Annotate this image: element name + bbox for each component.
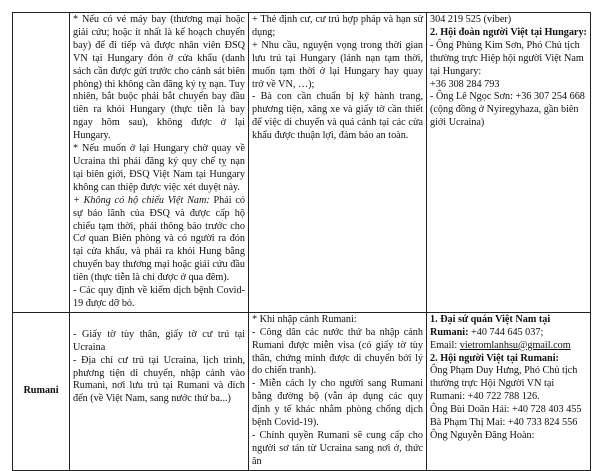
- country-cell-empty: [13, 13, 70, 313]
- romania-entry-item: - Miễn cách ly cho người sang Rumani bằng đường bộ (vẫn áp dụng các quy định y tế khác nhằm phòng chống dịch bệnh Covid-19).: [252, 378, 423, 429]
- romania-contact-line: Ông Phạm Duy Hưng, Phó Chủ tịch thường trực Hội Người VN tại Rumani: +40 722 788 126.: [430, 365, 578, 403]
- hungary-contact-line: - Ông Lê Ngọc Sơn: +36 307 254 668 (cộng đồng ở Nyiregyhaza, gần biên giới Ucraina): [430, 91, 585, 129]
- embassy-phone: +40 744 645 037;: [468, 326, 544, 338]
- table-row-romania: [13, 312, 591, 470]
- embassy-contact: [430, 314, 587, 340]
- country-romania: Rumani: [13, 312, 70, 470]
- hungary-association-heading: 2. Hội đoàn người Việt tại Hungary:: [430, 26, 587, 38]
- hungary-contacts-cell: [427, 13, 591, 313]
- hungary-viber-phone: 304 219 525 (viber): [430, 14, 512, 25]
- hungary-contact-line: +36 308 284 793: [430, 78, 500, 90]
- no-passport-label: + Không có hộ chiếu Việt Nam:: [73, 194, 210, 206]
- hungary-doc-item: - Bà con cần chuẩn bị kỹ hành trang, phương tiện, xăng xe và giấy tờ cần thiết để việc di chuyển và quá cảnh tại các cửa khẩu được thuận lợi, đảm bảo an toàn.: [252, 91, 423, 142]
- hungary-doc-item: + Nhu cầu, nguyện vọng trong thời gian lưu trú tại Hungary (lánh nạn tạm thời, muốn tạm thời ở lại Hungary hay quay trở về VN, …);: [252, 39, 423, 90]
- document-table: [12, 12, 591, 471]
- hungary-conditions-cell: [70, 13, 249, 313]
- romania-contact-line: Ông Bùi Doãn Hải: +40 728 403 455: [430, 404, 582, 416]
- romania-entry-cell: [249, 312, 427, 470]
- romania-contact-line: Ông Nguyễn Đăng Hoàn:: [430, 430, 535, 441]
- embassy-email-line: [430, 340, 587, 353]
- romania-association-heading: 2. Hội người Việt tại Rumani:: [430, 352, 559, 364]
- hungary-ticket-paragraph: * Nếu có vé máy bay (thương mại hoặc giải cứu; hoặc ít nhất là kế hoạch chuyến bay) để đi tiếp và được nhân viên ĐSQ VN tại Hungary đón ở cửa khẩu (danh sách cần được gửi trước cho cảnh sát biên phòng) thì không cần đăng ký tỵ nạn. Tuy nhiên, bắt buộc phải bắt chuyến bay đầu tiên ra khỏi Hungary (thực tiễn là bay ngay hôm sau), không được ở lại Hungary.: [73, 14, 245, 142]
- romania-contact-line: Bà Phạm Thị Mai: +40 733 824 556: [430, 417, 578, 429]
- covid-rule-paragraph: - Các quy định về kiểm dịch bệnh Covid-19 được dỡ bỏ.: [73, 285, 245, 309]
- romania-doc-item: - Giấy tờ tùy thân, giấy tờ cư trú tại Ucraina: [73, 328, 245, 353]
- romania-entry-item: - Công dân các nước thứ ba nhập cảnh Rumani được miễn visa (có giấy tờ tùy thân, chứng minh được di chuyển bởi lý do chiến tranh).: [252, 326, 423, 377]
- hungary-contact-line: - Ông Phùng Kim Sơn, Phó Chủ tịch thường trực Hiệp hội người Việt Nam tại Hungary:: [430, 39, 584, 77]
- hungary-no-passport-paragraph: [73, 195, 245, 285]
- embassy-email-link[interactable]: vietromlanhsu@gmail.com: [459, 339, 571, 351]
- hungary-stay-paragraph: * Nếu muốn ở lại Hungary chờ quay về Ucraina thì phải đăng ký quy chế tỵ nạn tại biên giới, ĐSQ Việt Nam tại Hungary không can thiệp được việc xét duyệt này.: [73, 143, 245, 193]
- romania-doc-item: - Địa chỉ cư trú tại Ucraina, lịch trình, phương tiện di chuyển, nhập cảnh vào Rumani, nơi lưu trú tại Rumani và đích đến (về Việt Nam, sang nước thứ ba...): [73, 354, 245, 405]
- romania-contacts-cell: [427, 312, 591, 470]
- romania-entry-heading: * Khi nhập cảnh Rumani:: [252, 313, 357, 325]
- no-passport-text: Phải có sự báo lãnh của ĐSQ và được cấp hộ chiếu tạm thời, phải thông báo trước cho Cơ quan Biên phòng và có người ra đón tại cửa khẩu, và phải ra khỏi Hung bằng chuyến bay thương mại hoặc giải cứu đầu tiên (thực tiễn là chỉ được ở qua đêm).: [73, 194, 245, 284]
- embassy-heading: 1. Đại sứ quán Việt Nam tại Rumani:: [430, 313, 551, 338]
- romania-entry-item: - Chính quyền Rumani sẽ cung cấp cho người sơ tán từ Ucraina sang nơi ở, thức ăn: [252, 430, 423, 467]
- table-row-hungary: [13, 13, 591, 313]
- hungary-doc-item: + Thẻ định cư, cư trú hợp pháp và hạn sử dụng;: [252, 14, 423, 38]
- hungary-documents-cell: [249, 13, 427, 313]
- romania-documents-cell: [70, 312, 249, 470]
- email-label: Email:: [430, 339, 460, 351]
